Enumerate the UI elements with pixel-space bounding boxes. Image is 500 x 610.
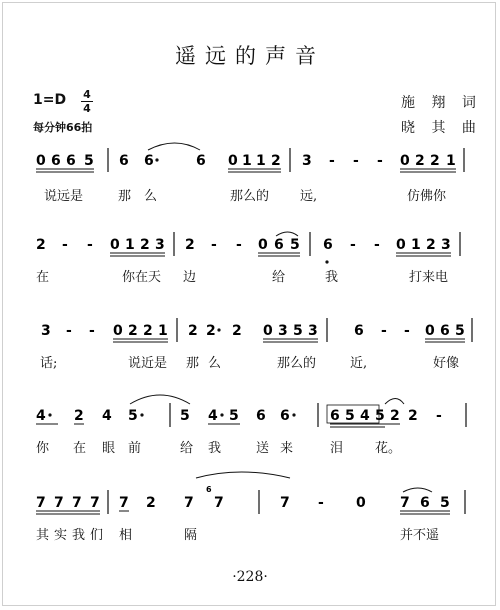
note: 2 [430, 153, 440, 169]
note: 1 [446, 153, 456, 169]
slur [385, 399, 404, 405]
dash: - [87, 237, 93, 253]
system-1 [36, 143, 464, 172]
lyric-syllable: 我 [208, 441, 222, 456]
note: 7 [214, 495, 224, 511]
lyric-syllable: 给 [180, 441, 194, 456]
note: 2 [206, 323, 216, 339]
note: 3 [308, 323, 318, 339]
note: 5 [84, 153, 94, 169]
note: 6 [256, 408, 266, 424]
note: 4 [36, 408, 46, 424]
dash: - [381, 323, 387, 339]
dot [48, 413, 51, 416]
note: 6 [280, 408, 290, 424]
lyric-syllable: 你在天 [122, 270, 162, 285]
lyric-syllable: 那么的 [230, 189, 270, 204]
note: 5 [455, 323, 465, 339]
note: 3 [302, 153, 312, 169]
lyric-syllable: 在 [73, 441, 87, 456]
tempo-marking: 每分钟66拍 [33, 121, 93, 134]
lyric-syllable: 们 [90, 528, 104, 543]
lyric-syllable: 么 [208, 356, 222, 371]
lyric-syllable: 我 [72, 528, 86, 543]
note: 6 [51, 153, 61, 169]
lyric-syllable: 那 [118, 189, 132, 204]
lyric-syllable: 近, [350, 356, 368, 371]
lyric-syllable: 来 [280, 441, 294, 456]
note: 4 [208, 408, 218, 424]
dot [220, 413, 223, 416]
note: 6 [330, 408, 340, 424]
note: 0 [263, 323, 273, 339]
note: 7 [72, 495, 82, 511]
dash: - [62, 237, 68, 253]
lyric-syllable: 送 [256, 441, 270, 456]
note: 3 [155, 237, 165, 253]
note: 6 [144, 153, 154, 169]
note: 1 [158, 323, 168, 339]
note: 5 [375, 408, 385, 424]
lyric-line-1 [44, 185, 83, 204]
lyric-syllable: 相 [119, 528, 133, 543]
system-3 [41, 318, 472, 342]
note: 2 [390, 408, 400, 424]
lyric-syllable: 泪 [330, 441, 344, 456]
note: 0 [110, 237, 120, 253]
tie [196, 472, 290, 478]
note: 6 [354, 323, 364, 339]
note: 2 [128, 323, 138, 339]
note: 2 [74, 408, 84, 424]
note: 3 [41, 323, 51, 339]
note: 2 [426, 237, 436, 253]
note: 1 [242, 153, 252, 169]
lyric-syllable: 打来电 [409, 270, 449, 285]
note: 7 [119, 495, 129, 511]
dot [292, 413, 295, 416]
lyric-syllable: 么 [144, 189, 158, 204]
note: 5 [293, 323, 303, 339]
note: 0 [356, 495, 366, 511]
note: 5 [290, 237, 300, 253]
lyric-syllable: 花。 [375, 441, 402, 456]
note: 6 [196, 153, 206, 169]
lyric-syllable: 说远是 [44, 189, 84, 204]
dash: - [404, 323, 410, 339]
note: 1 [256, 153, 266, 169]
slur [403, 488, 432, 492]
note: 6 [66, 153, 76, 169]
lyric-syllable: 并不遥 [400, 528, 440, 543]
note: 2 [143, 323, 153, 339]
note: 0 [36, 153, 46, 169]
time-signature-top: 4 [83, 88, 91, 101]
composer-credit: 晓 其 曲 [401, 120, 482, 136]
note: 7 [36, 495, 46, 511]
lyric-syllable: 我 [325, 270, 339, 285]
note: 7 [90, 495, 100, 511]
note: 7 [280, 495, 290, 511]
note: 6 [274, 237, 284, 253]
lyric-syllable: 边 [183, 270, 197, 285]
tie [148, 143, 200, 150]
note: 1 [411, 237, 421, 253]
note: 2 [271, 153, 281, 169]
dash: - [89, 323, 95, 339]
system-5 [36, 472, 465, 514]
lyric-syllable: 说近是 [128, 356, 168, 371]
dash: - [374, 237, 380, 253]
note: 2 [408, 408, 418, 424]
slur [276, 232, 298, 236]
dash: - [377, 153, 383, 169]
dot [217, 328, 220, 331]
system-2 [36, 232, 460, 264]
page-number: ·228· [232, 569, 268, 585]
dash: - [350, 237, 356, 253]
low-octave-dot [325, 260, 328, 263]
lyric-syllable: 远, [300, 189, 318, 204]
lyricist-credit: 施 翔 词 [401, 95, 482, 111]
note: 0 [258, 237, 268, 253]
note: 0 [425, 323, 435, 339]
dash: - [436, 408, 442, 424]
dot [155, 158, 158, 161]
song-title: 遥远的声音 [175, 44, 325, 68]
lyric-syllable: 话; [40, 356, 58, 371]
note: 0 [400, 153, 410, 169]
note: 6 [119, 153, 129, 169]
lyric-syllable: 前 [128, 441, 142, 456]
lyric-syllable: 给 [272, 270, 286, 285]
lyric-syllable: 仿佛你 [407, 189, 447, 204]
note: 5 [345, 408, 355, 424]
dash: - [353, 153, 359, 169]
dash: - [329, 153, 335, 169]
tie [130, 395, 190, 404]
note: 4 [102, 408, 112, 424]
note: 2 [188, 323, 198, 339]
note: 5 [440, 495, 450, 511]
lyric-syllable: 实 [54, 528, 68, 543]
note: 2 [140, 237, 150, 253]
key-signature: 1=D [33, 92, 67, 108]
grace-note: 6 [206, 485, 212, 494]
note: 6 [323, 237, 333, 253]
note: 6 [420, 495, 430, 511]
dash: - [236, 237, 242, 253]
lyric-syllable: 好像 [433, 356, 460, 371]
note: 5 [229, 408, 239, 424]
note: 5 [180, 408, 190, 424]
lyric-syllable: 其 [36, 528, 50, 543]
note: 0 [396, 237, 406, 253]
lyric-syllable: 隔 [184, 528, 198, 543]
time-signature-bottom: 4 [83, 102, 91, 115]
note: 1 [125, 237, 135, 253]
dot [140, 413, 143, 416]
dash: - [66, 323, 72, 339]
lyric-syllable: 你 [36, 441, 50, 456]
note: 0 [113, 323, 123, 339]
dash: - [318, 495, 324, 511]
note: 2 [36, 237, 46, 253]
note: 3 [278, 323, 288, 339]
note: 2 [232, 323, 242, 339]
lyric-syllable: 眼 [102, 441, 116, 456]
dash: - [211, 237, 217, 253]
note: 2 [185, 237, 195, 253]
note: 6 [440, 323, 450, 339]
note: 2 [146, 495, 156, 511]
note: 3 [441, 237, 451, 253]
note: 7 [54, 495, 64, 511]
lyric-syllable: 那么的 [277, 356, 317, 371]
note: 7 [400, 495, 410, 511]
note: 7 [184, 495, 194, 511]
lyric-syllable: 在 [36, 270, 50, 285]
note: 5 [128, 408, 138, 424]
lyric-syllable: 那 [186, 356, 200, 371]
note: 2 [415, 153, 425, 169]
system-4 [36, 395, 466, 427]
note: 0 [228, 153, 238, 169]
note: 4 [360, 408, 370, 424]
